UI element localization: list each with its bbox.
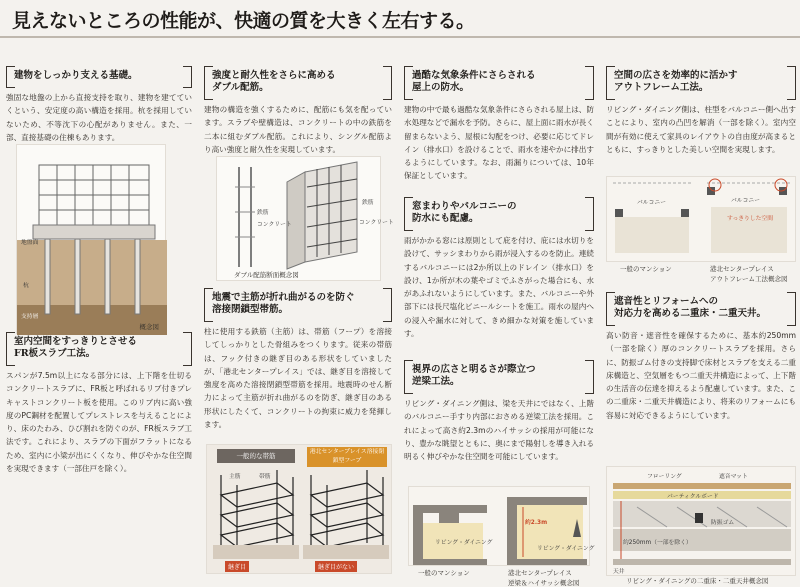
outframe-figure bbox=[606, 176, 796, 262]
headline-divider bbox=[0, 36, 800, 38]
page-headline: 見えないところの性能が、快適の質を大きく左右する。 bbox=[12, 10, 475, 32]
section-title: 強度と耐久性をさらに高める ダブル配筋。 bbox=[204, 66, 392, 98]
section-title: 視界の広さと明るさが際立つ 逆梁工法。 bbox=[404, 360, 594, 392]
label-balcony-left: バルコニー bbox=[637, 200, 666, 206]
figure-caption: ダブル配筋断面概念図 bbox=[234, 271, 299, 279]
label-flooring: フローリング bbox=[647, 474, 682, 480]
section-title: 室内空間をすっきりとさせる FR板スラブ工法。 bbox=[6, 332, 192, 364]
label-rebar-right: 鉄筋 bbox=[362, 200, 374, 206]
caption-concept: アウトフレーム工法概念図 bbox=[710, 275, 788, 283]
section-body: リビング・ダイニング側は、柱型をバルコニー側へ出すことにより、室内の凸凹を解消（一部を除く）。室内空間が有効に使えて家具のレイアウトの自由度が高まるとともに、すっきりとした美しい空間を実現します。 bbox=[606, 105, 796, 154]
section-body: 強固な地盤の上から直接支持を取り、建物を建てていくという、安定度の高い構造を採用。杭を採用していないため、不等沈下の心配がありません。また、一部、直接基礎の住棟もあります。 bbox=[6, 93, 192, 142]
double-rebar-figure bbox=[216, 156, 394, 281]
column-1 bbox=[6, 44, 192, 582]
section-balcony-waterproof bbox=[404, 197, 594, 340]
section-body: スパンが7.5m以上になる部分には、上下階を仕切るコンクリートスラブに、FR板と呼ばれるリブ付きプレキャストコンクリート板を使用。このリブ内に高い強度のPC鋼材を配置してプレストレスを与えることにより、床のたわみ、ひび割れを防ぐのが、FR板スラブ工法です。これにより、スラブの下面がフラットになるため、室内に小梁が出にくくなり、伸びやかな住空間を実現できます（一部住戸を除く）。 bbox=[6, 371, 192, 474]
column-4 bbox=[606, 44, 796, 585]
section-fr-slab bbox=[6, 332, 192, 475]
section-body: 建物の構造を強くするために、配筋にも気を配っています。スラブや壁構造は、コンクリートの中の鉄筋を二本に組むダブル配筋。これにより、シングル配筋より高い強度と耐久性を実現しています。 bbox=[204, 105, 392, 154]
rebar-diagram bbox=[217, 157, 382, 282]
label-living-right: リビング・ダイニング bbox=[537, 546, 595, 552]
section-title: 地震で主筋が折れ曲がるのを防ぐ 溶接閉鎖型帯筋。 bbox=[204, 288, 392, 320]
label-ceiling: 天井 bbox=[613, 569, 625, 575]
label-concrete-right: コンクリート bbox=[359, 220, 394, 226]
label-concrete: コンクリート bbox=[257, 222, 292, 228]
label-rebar: 鉄筋 bbox=[257, 210, 269, 216]
section-title: 空間の広さを効率的に活かす アウトフレーム工法。 bbox=[606, 66, 796, 98]
column-3 bbox=[404, 44, 595, 587]
reverse-beam-figure bbox=[408, 486, 595, 566]
caption-concept: 逆梁＆ハイサッシ概念図 bbox=[508, 579, 580, 587]
section-body: 建物の中で最も過酷な気象条件にさらされる屋上は、防水処理などで漏水を予防。さらに、屋上面に雨水が長く留まらないよう、屋根に勾配をつけ、必要に応じてドレイン（排水口）を設けることで、雨水を速やかに排出するようにしています。なお、雨漏りについては、10年保証としています。 bbox=[404, 105, 594, 181]
section-title: 過酷な気象条件にさらされる 屋上の防水。 bbox=[404, 66, 594, 98]
tag-no-seam: 継ぎ目がない bbox=[315, 561, 357, 572]
caption-general: 一般のマンション bbox=[418, 569, 470, 577]
double-floor-diagram bbox=[607, 467, 797, 577]
section-roof-waterproof bbox=[404, 66, 594, 183]
reverse-beam-diagram bbox=[409, 487, 591, 567]
foundation-figure bbox=[16, 144, 166, 334]
section-reverse-beam bbox=[404, 360, 594, 463]
label-balcony-right: バルコニー bbox=[731, 198, 760, 204]
figure-caption: リビング・ダイニングの二重床・二重天井概念図 bbox=[626, 577, 769, 585]
section-body: 雨がかかる窓には原則として庇を付け、庇には水切りを設けて、サッシまわりから雨が浸入するのを防止。連続するバルコニーには2か所以上のドレイン（排水口）を設け、1か所が木の葉やゴミでふさがった場合にも、水があふれないようにしています。また、バルコニーや外部下には長尺塩化ビニールシートを施工。雨水の屋内への浸入や漏水に対して、きめ細かな対策を施しています。 bbox=[404, 236, 594, 339]
label-pile: 杭 bbox=[23, 283, 29, 289]
right-heading: 港北センタープレイス溶接閉鎖型フープ bbox=[307, 447, 387, 467]
label-space: 約250mm（一部を除く） bbox=[623, 540, 692, 546]
hoop-figure bbox=[206, 444, 392, 574]
section-double-rebar bbox=[204, 66, 392, 156]
label-sound-mat: 遮音マット bbox=[719, 474, 748, 480]
label-main-bar: 主筋 bbox=[229, 474, 241, 480]
caption-kohoku: 港北センタープレイス bbox=[508, 569, 572, 577]
section-body: 柱に使用する鉄筋（主筋）は、帯筋（フープ）を溶接してしっかりとした骨組みをつくります。従来の帯筋は、フック付きの継ぎ目のある形状をしていましたが、「港北センタープレイス」では、継ぎ目を溶接して強度を高めた溶接閉鎖型帯筋を採用。地震時のせん断力によって主筋が折れ曲がるのを防ぎ、継ぎ目のある形状にしたくて、コンクリートの拘束に威力を発揮します。 bbox=[204, 327, 392, 430]
double-floor-figure bbox=[606, 466, 796, 576]
section-title: 遮音性とリフォームへの 対応力を高める二重床・二重天井。 bbox=[606, 292, 796, 324]
pile-diagram bbox=[17, 145, 167, 335]
section-foundation bbox=[6, 66, 192, 144]
column-2 bbox=[204, 44, 392, 582]
label-height: 約2.3m bbox=[525, 520, 548, 526]
section-body: リビング・ダイニング側は、梁を天井にではなく、上階のバルコニー手すり内部におさめる逆梁工法を採用。これによって高さ約2.3mのハイサッシの採用が可能になり、豊かな眺望とともに、奥にまで陽射しを導き入れる明るく伸びやかな住空間を可能にしています。 bbox=[404, 399, 594, 462]
label-particle-board: パーティクルボード bbox=[667, 494, 719, 500]
tag-seam: 継ぎ目 bbox=[225, 561, 249, 572]
caption-general: 一般のマンション bbox=[620, 265, 672, 273]
section-body: 高い防音・遮音性を確保するために、基本約250mm（一部を除く）厚のコンクリートスラブを採用。さらに、防振ゴム付きの支持脚で床材とスラブを支える二重床構造と、空気層をもつ二重天井構造によって、上下階の生活音の伝達を抑えるよう配慮しています。また、この二重床・二重天井構造により、将来のリフォームにも容易に対応できるようにしています。 bbox=[606, 331, 796, 420]
section-title: 窓まわりやバルコニーの 防水にも配慮。 bbox=[404, 197, 594, 229]
section-double-floor bbox=[606, 292, 796, 422]
figure-caption: 概念図 bbox=[139, 323, 159, 331]
caption-kohoku: 港北センタープレイス bbox=[710, 265, 774, 273]
section-welded-hoop bbox=[204, 288, 392, 431]
hoop-diagram bbox=[207, 445, 393, 575]
left-heading: 一般的な帯筋 bbox=[217, 449, 295, 463]
label-living-left: リビング・ダイニング bbox=[435, 540, 493, 546]
label-spacious: すっきりした空間 bbox=[727, 216, 774, 222]
label-ground: 地盤面 bbox=[21, 240, 39, 246]
section-outframe bbox=[606, 66, 796, 156]
label-bearing-layer: 支持層 bbox=[21, 314, 39, 320]
label-rubber: 防振ゴム bbox=[711, 520, 735, 526]
section-title: 建物をしっかり支える基礎。 bbox=[6, 66, 192, 86]
label-band-bar: 帯筋 bbox=[259, 474, 271, 480]
